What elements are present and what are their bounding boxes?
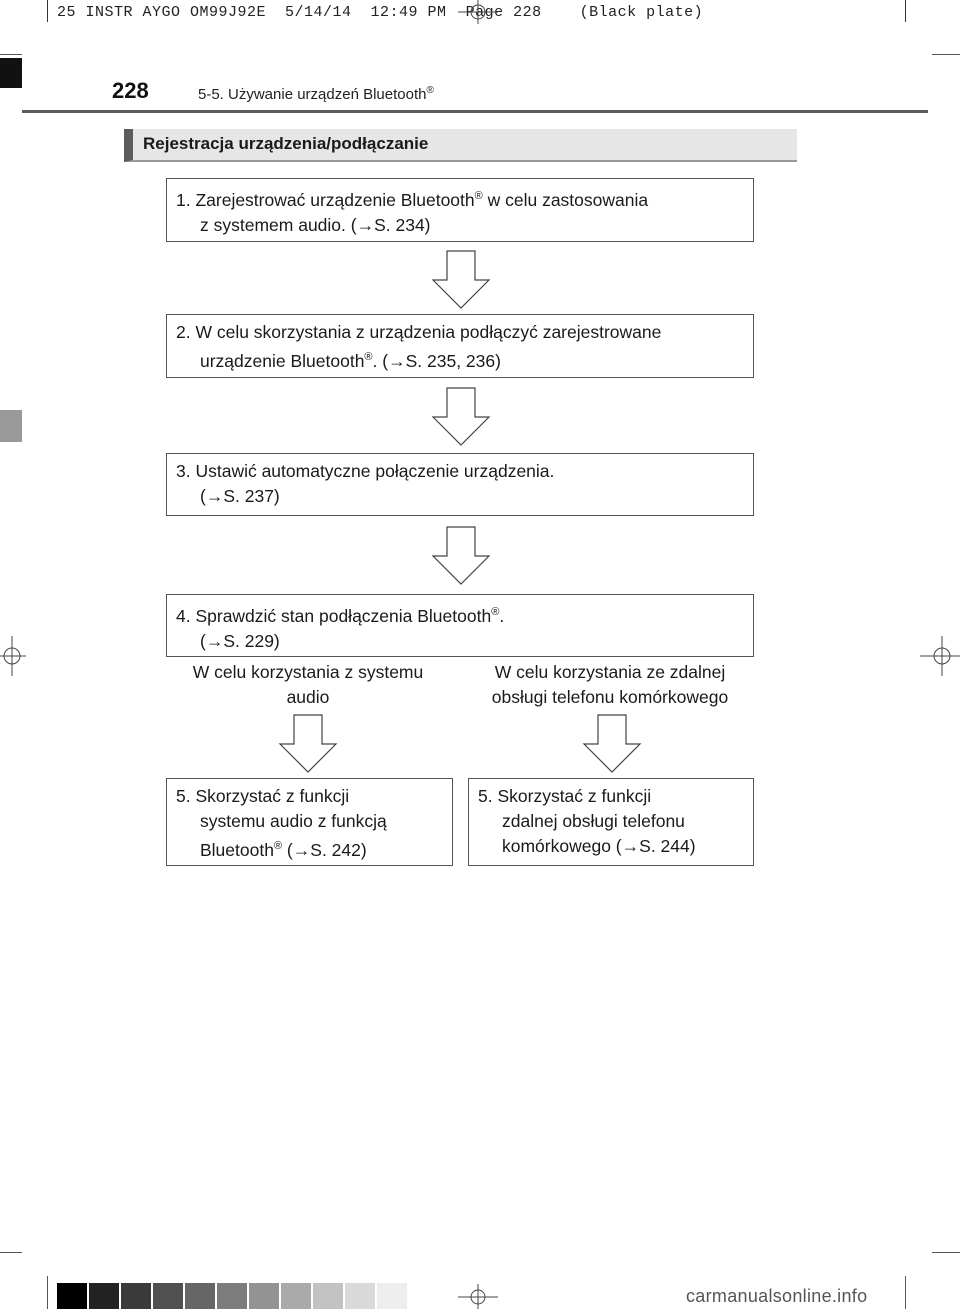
crop-mark xyxy=(932,54,960,55)
crop-mark xyxy=(0,1252,22,1253)
color-swatch xyxy=(217,1283,247,1309)
watermark: carmanualsonline.info xyxy=(686,1286,868,1306)
branch-label-phone: W celu korzystania ze zdalnej obsługi telefonu komórkowego xyxy=(491,662,729,707)
page-number: 228 xyxy=(112,78,149,103)
arrow-right-icon: → xyxy=(292,839,311,860)
arrow-right-icon: → xyxy=(388,350,406,371)
section-title: 5-5. Używanie urządzeń Bluetooth® xyxy=(198,85,434,103)
crop-mark xyxy=(932,1252,960,1253)
slug-separator xyxy=(47,0,48,22)
color-swatch xyxy=(57,1283,87,1309)
chapter-thumb-tab xyxy=(0,410,22,442)
heading-text: Rejestracja urządzenia/podłączanie xyxy=(143,134,429,153)
arrow-right-icon: → xyxy=(356,214,375,235)
down-arrow-icon xyxy=(431,387,491,447)
branch-label-audio: W celu korzystania z systemu audio xyxy=(192,662,424,707)
arrow-right-icon: → xyxy=(621,836,640,856)
crop-mark xyxy=(905,1276,906,1309)
color-swatch xyxy=(345,1283,375,1309)
registration-mark-icon xyxy=(920,636,960,676)
down-arrow-icon xyxy=(431,526,491,586)
header-rule xyxy=(22,110,928,113)
step-box-5-audio: 5. Skorzystać z funkcji systemu audio z funkcją Bluetooth® (→S. 242) xyxy=(166,778,453,866)
crop-mark xyxy=(0,54,22,55)
color-swatch xyxy=(281,1283,311,1309)
slug-separator xyxy=(905,0,906,22)
arrow-right-icon: → xyxy=(205,486,224,506)
registration-mark-icon xyxy=(458,0,498,24)
color-swatch xyxy=(89,1283,119,1309)
step-box-4: 4. Sprawdzić stan podłączenia Bluetooth®. (→S. 229) xyxy=(166,594,754,657)
heading-bar xyxy=(124,129,797,162)
chapter-thumb-tab xyxy=(0,58,22,88)
step-box-3: 3. Ustawić automatyczne połączenie urządzenia. (→S. 237) xyxy=(166,453,754,516)
down-arrow-icon xyxy=(278,714,338,774)
crop-mark xyxy=(47,1276,48,1309)
registration-mark-icon xyxy=(458,1284,498,1309)
down-arrow-icon xyxy=(582,714,642,774)
registration-mark-icon xyxy=(0,636,26,676)
down-arrow-icon xyxy=(431,250,491,310)
step-box-1: 1. Zarejestrować urządzenie Bluetooth® w celu zastosowania z systemem audio. (→S. 234) xyxy=(166,178,754,242)
color-swatch xyxy=(185,1283,215,1309)
step-box-2: 2. W celu skorzystania z urządzenia podłączyć zarejestrowane urządzenie Bluetooth®. (→S. 235, 236) xyxy=(166,314,754,378)
color-swatch xyxy=(313,1283,343,1309)
arrow-right-icon: → xyxy=(205,630,224,651)
color-swatch xyxy=(249,1283,279,1309)
color-swatch xyxy=(377,1283,407,1309)
step-box-5-phone: 5. Skorzystać z funkcji zdalnej obsługi telefonu komórkowego (→S. 244) xyxy=(468,778,754,866)
color-swatch xyxy=(121,1283,151,1309)
color-swatch xyxy=(153,1283,183,1309)
print-slug: 25 INSTR AYGO OM99J92E 5/14/14 12:49 PM Page 228 (Black plate) xyxy=(57,4,704,21)
